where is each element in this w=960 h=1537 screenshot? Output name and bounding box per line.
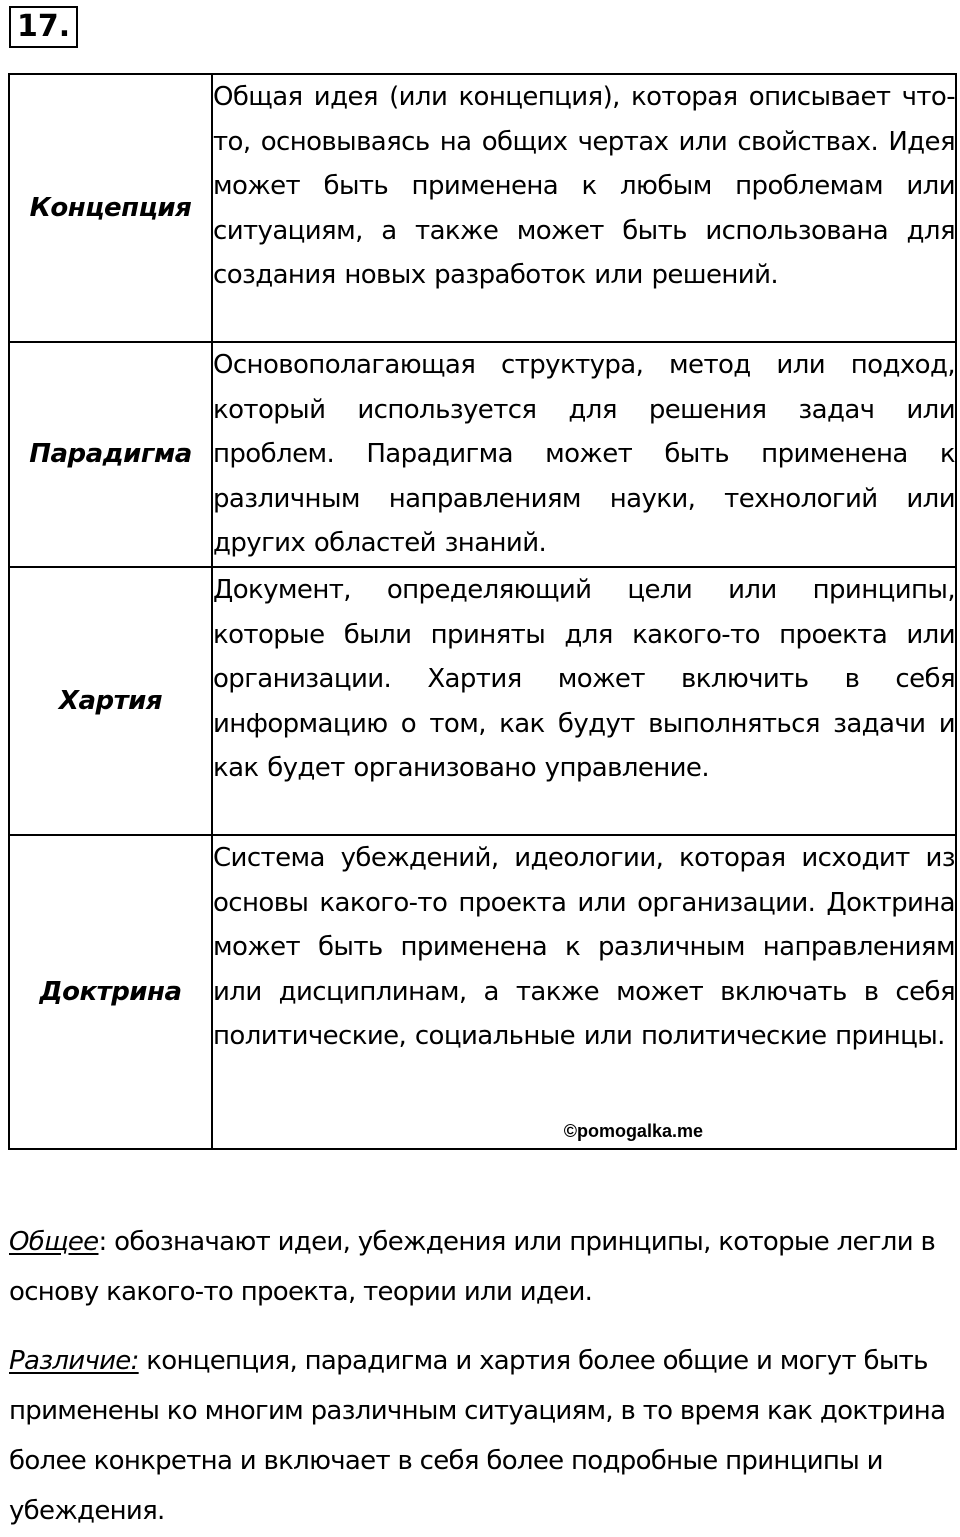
table-row bbox=[9, 74, 956, 342]
table-row bbox=[9, 567, 956, 835]
definition-cell bbox=[212, 835, 956, 1149]
term-label: Концепция bbox=[29, 193, 192, 223]
term-label: Хартия bbox=[58, 685, 163, 716]
term-definition: Документ, определяющий цели или принципы, которые были приняты для какого-то проекта или организации. Хартия может включить в себя информацию о том, как будут выполняться задачи и как будет организовано управление. bbox=[213, 574, 955, 784]
term-label: Доктрина bbox=[39, 976, 182, 1007]
term-cell bbox=[9, 74, 212, 342]
term-cell bbox=[9, 342, 212, 567]
task-number: 17. bbox=[9, 6, 78, 48]
common-text: : обозначают идеи, убеждения или принципы, которые легли в основу какого-то проекта, теории или идеи. bbox=[9, 1227, 936, 1307]
definition-cell bbox=[212, 567, 956, 835]
difference-paragraph bbox=[9, 1336, 954, 1536]
common-paragraph bbox=[9, 1217, 954, 1317]
term-definition: Основополагающая структура, метод или подход, который используется для решения задач или проблем. Парадигма может быть применена к различным направлениям науки, технологий или других областей знаний. bbox=[213, 350, 955, 559]
term-definition: Общая идея (или концепция), которая описывает что-то, основываясь на общих чертах или свойствах. Идея может быть применена к любым проблемам или ситуациям, а также может быть использована для создания новых разработок или решений. bbox=[213, 82, 955, 291]
table-row bbox=[9, 835, 956, 1149]
common-label: Общее bbox=[9, 1227, 99, 1257]
terms-table bbox=[8, 73, 957, 1150]
difference-label: Различие: bbox=[9, 1346, 139, 1376]
term-cell bbox=[9, 835, 212, 1149]
term-label: Парадигма bbox=[29, 439, 192, 470]
term-cell bbox=[9, 567, 212, 835]
term-definition: Система убеждений, идеологии, которая исходит из основы какого-то проекта или организации. Доктрина может быть применена к различным направлениям или дисциплинам, а также может включать в себя политические, социальные или политические принцы. bbox=[213, 842, 955, 1052]
definition-cell bbox=[212, 342, 956, 567]
watermark: ©pomogalka.me bbox=[563, 1120, 703, 1141]
definition-cell bbox=[212, 74, 956, 342]
table-row bbox=[9, 342, 956, 567]
difference-text: концепция, парадигма и хартия более общие и могут быть применены ко многим различным ситуациям, в то время как доктрина более конкретна и включает в себя более подробные принципы и убеждения. bbox=[9, 1346, 946, 1526]
